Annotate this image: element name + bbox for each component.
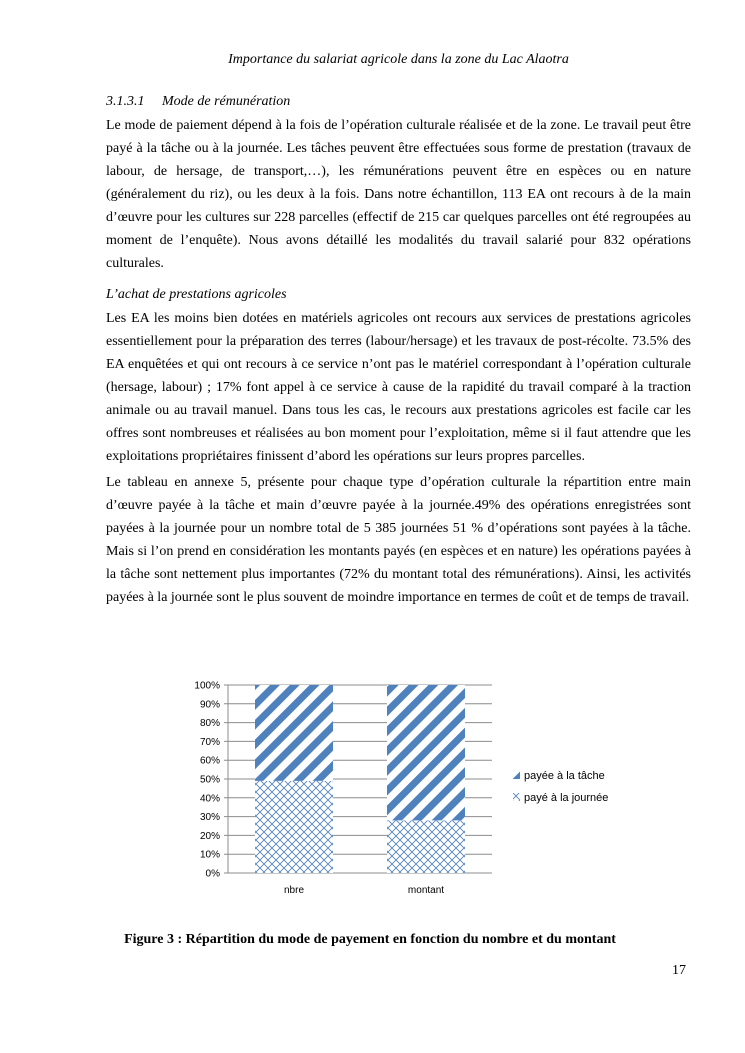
stacked-bar-chart xyxy=(180,676,640,906)
legend-swatch xyxy=(513,771,520,779)
x-tick-label: montant xyxy=(407,885,445,896)
y-tick-label: 30% xyxy=(199,812,220,824)
y-tick-label: 40% xyxy=(199,793,220,805)
y-tick-label: 0% xyxy=(205,868,220,880)
section-heading xyxy=(106,90,691,113)
legend-swatch xyxy=(513,793,520,801)
section-title: Mode de rémunération xyxy=(162,94,291,109)
page-number: 17 xyxy=(672,963,686,978)
paragraph-3: Le tableau en annexe 5, présente pour chaque type d’opération culturale la répartition entre main d’œuvre payée à la tâche et main d’œuvre payée à la journée.49% des opérations enregistrées sont payées à la journée pour un nombre total de 5 385 journées 51 % d’opérations sont payées à la tâche. Mais si l’on prend en considération les montants payés (en espèces et en nature) les opérations payées à la tâche sont nettement plus importantes (72% du montant total des rémunérations). Ainsi, les activités payées à la journée sont le plus souvent de moindre importance en termes de coût et de temps de travail. xyxy=(106,475,691,605)
legend-label: payée à la tâche xyxy=(524,770,605,782)
y-tick-label: 10% xyxy=(199,849,220,861)
y-tick-label: 50% xyxy=(199,774,220,786)
figure-caption: Figure 3 : Répartition du mode de payement en fonction du nombre et du montant xyxy=(124,932,616,947)
paragraph-1: Le mode de paiement dépend à la fois de l’opération culturale réalisée et de la zone. Le travail peut être payé à la tâche ou à la journée. Les tâches peuvent être effectuées sous forme de prestation (travaux de labour, de hersage, de transport,…), les rémunérations peuvent être en espèces ou en nature (généralement du riz), ou les deux à la fois. Dans notre échantillon, 113 EA ont recours à de la main d’œuvre pour les cultures sur 228 parcelles (effectif de 215 car quelques parcelles ont été regroupées au moment de l’enquête). Nous avons détaillé les modalités du travail salarié pour 832 opérations culturales. xyxy=(106,118,691,271)
y-tick-label: 90% xyxy=(199,699,220,711)
legend-label: payé à la journée xyxy=(524,792,609,804)
y-tick-label: 100% xyxy=(194,680,220,692)
y-tick-label: 70% xyxy=(199,736,220,748)
y-tick-label: 20% xyxy=(199,830,220,842)
main-content xyxy=(106,90,691,617)
bar-segment xyxy=(387,820,465,873)
bar-segment xyxy=(255,685,333,781)
y-tick-label: 80% xyxy=(199,718,220,730)
paragraph-2: Les EA les moins bien dotées en matériels agricoles ont recours aux services de prestations agricoles essentiellement pour la préparation des terres (labour/hersage) et les travaux de post-récolte. 73.5% des EA enquêtées et qui ont recours à ce service n’ont pas le matériel correspondant à l’opération culturale (hersage, labour) ; 17% font appel à ce service à cause de la rapidité du travail comparé à la traction animale ou au travail manuel. Dans tous les cas, le recours aux prestations agricoles est facile car les offres sont nombreuses et réalisées au bon moment pour l’exploitation, même si il faut attendre que les exploitations propriétaires finissent d’abord les opérations sur leurs propres parcelles. xyxy=(106,311,691,464)
section-number: 3.1.3.1 xyxy=(106,94,145,109)
subheading: L’achat de prestations agricoles xyxy=(106,287,287,302)
bar-segment xyxy=(255,781,333,873)
chart-svg xyxy=(180,676,640,906)
y-tick-label: 60% xyxy=(199,755,220,767)
bar-segment xyxy=(387,685,465,820)
x-tick-label: nbre xyxy=(283,885,305,896)
running-header: Importance du salariat agricole dans la zone du Lac Alaotra xyxy=(228,52,569,67)
